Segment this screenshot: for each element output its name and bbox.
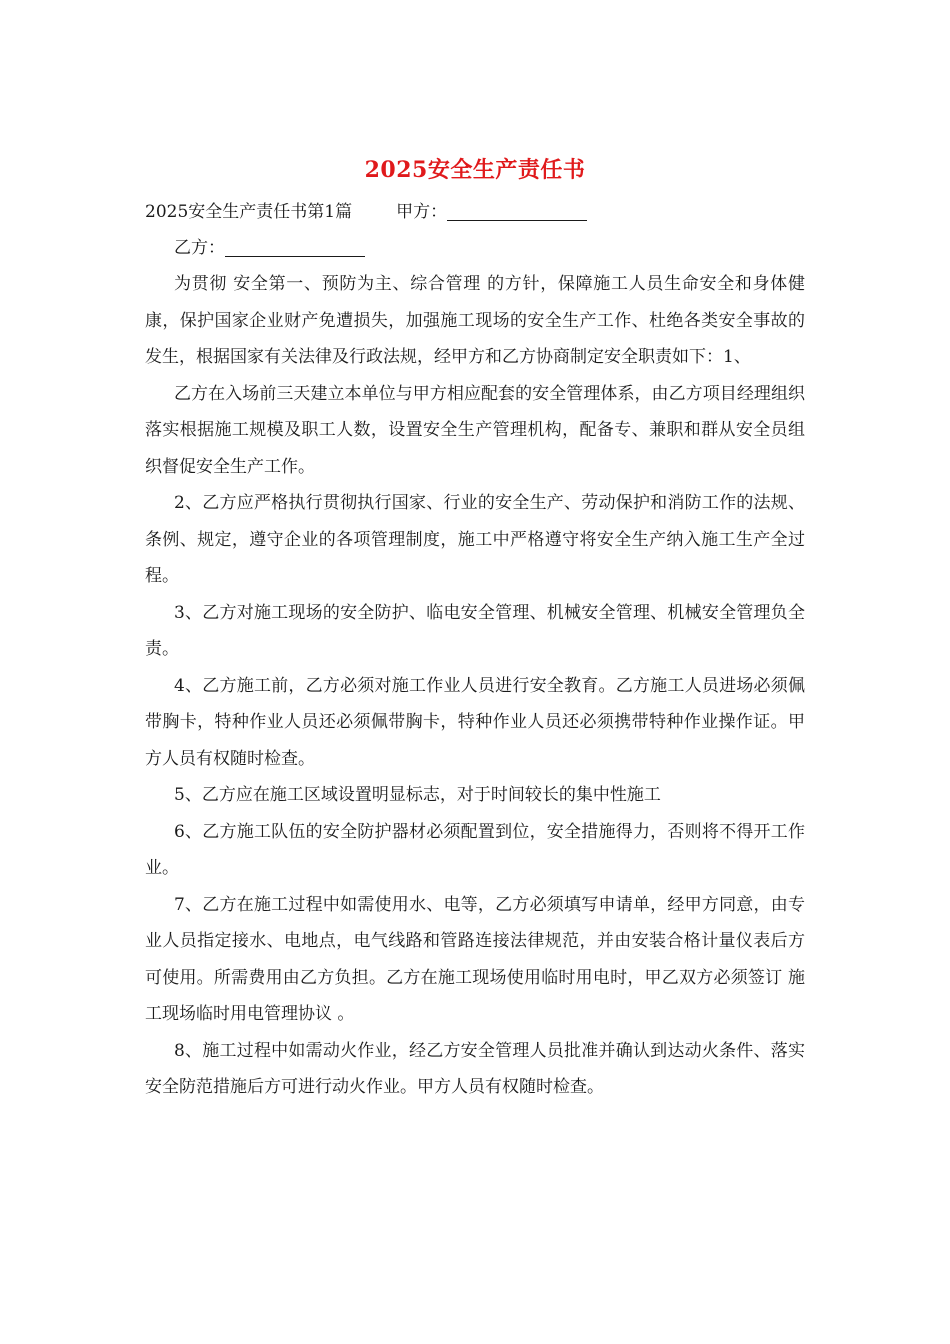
header-line: [145, 194, 805, 230]
paragraph-clause-8: 8、施工过程中如需动火作业，经乙方安全管理人员批准并确认到达动火条件、落实安全防范措施后方可进行动火作业。甲方人员有权随时检查。: [145, 1040, 805, 1097]
party-a-blank: [447, 198, 587, 221]
paragraph-clause-6: 6、乙方施工队伍的安全防护器材必须配置到位，安全措施得力，否则将不得开工作业。: [145, 821, 805, 878]
party-a-label: 甲方：: [396, 202, 448, 222]
party-b-line: [145, 230, 805, 266]
paragraph-clause-7: 7、乙方在施工过程中如需使用水、电等，乙方必须填写申请单，经甲方同意，由专业人员指定接水、电地点，电气线路和管路连接法律规范，并由安装合格计量仪表后方可使用。所需费用由乙方负担。乙方在施工现场使用临时用电时，甲乙双方必须签订 施工现场临时用电管理协议 。: [145, 894, 805, 1024]
paragraph-clause-2: 2、乙方应严格执行贯彻执行国家、行业的安全生产、劳动保护和消防工作的法规、条例、规定，遵守企业的各项管理制度，施工中严格遵守将安全生产纳入施工生产全过程。: [145, 493, 805, 586]
document-subtitle: 2025安全生产责任书第1篇: [145, 202, 353, 222]
paragraph-clause-4: 4、乙方施工前，乙方必须对施工作业人员进行安全教育。乙方施工人员进场必须佩带胸卡，特种作业人员还必须佩带胸卡，特种作业人员还必须携带特种作业操作证。甲方人员有权随时检查。: [145, 675, 805, 769]
paragraph-clause-5: 5、乙方应在施工区域设置明显标志，对于时间较长的集中性施工: [174, 785, 661, 805]
party-b-label: 乙方：: [174, 238, 225, 258]
paragraph-intro: 为贯彻 安全第一、预防为主、综合管理 的方针，保障施工人员生命安全和身体健康，保护国家企业财产免遭损失，加强施工现场的安全生产工作、杜绝各类安全事故的发生，根据国家有关法律及行政法规，经甲方和乙方协商制定安全职责如下：1、: [145, 274, 805, 367]
paragraph-clause-1: 乙方在入场前三天建立本单位与甲方相应配套的安全管理体系，由乙方项目经理组织落实根据施工规模及职工人数，设置安全生产管理机构，配备专、兼职和群从安全员组织督促安全生产工作。: [145, 383, 805, 477]
document-title: 2025安全生产责任书: [364, 157, 586, 183]
party-b-blank: [225, 234, 365, 257]
document-page: [145, 150, 805, 1106]
paragraph-clause-3: 3、乙方对施工现场的安全防护、临电安全管理、机械安全管理、机械安全管理负全责。: [145, 602, 805, 659]
